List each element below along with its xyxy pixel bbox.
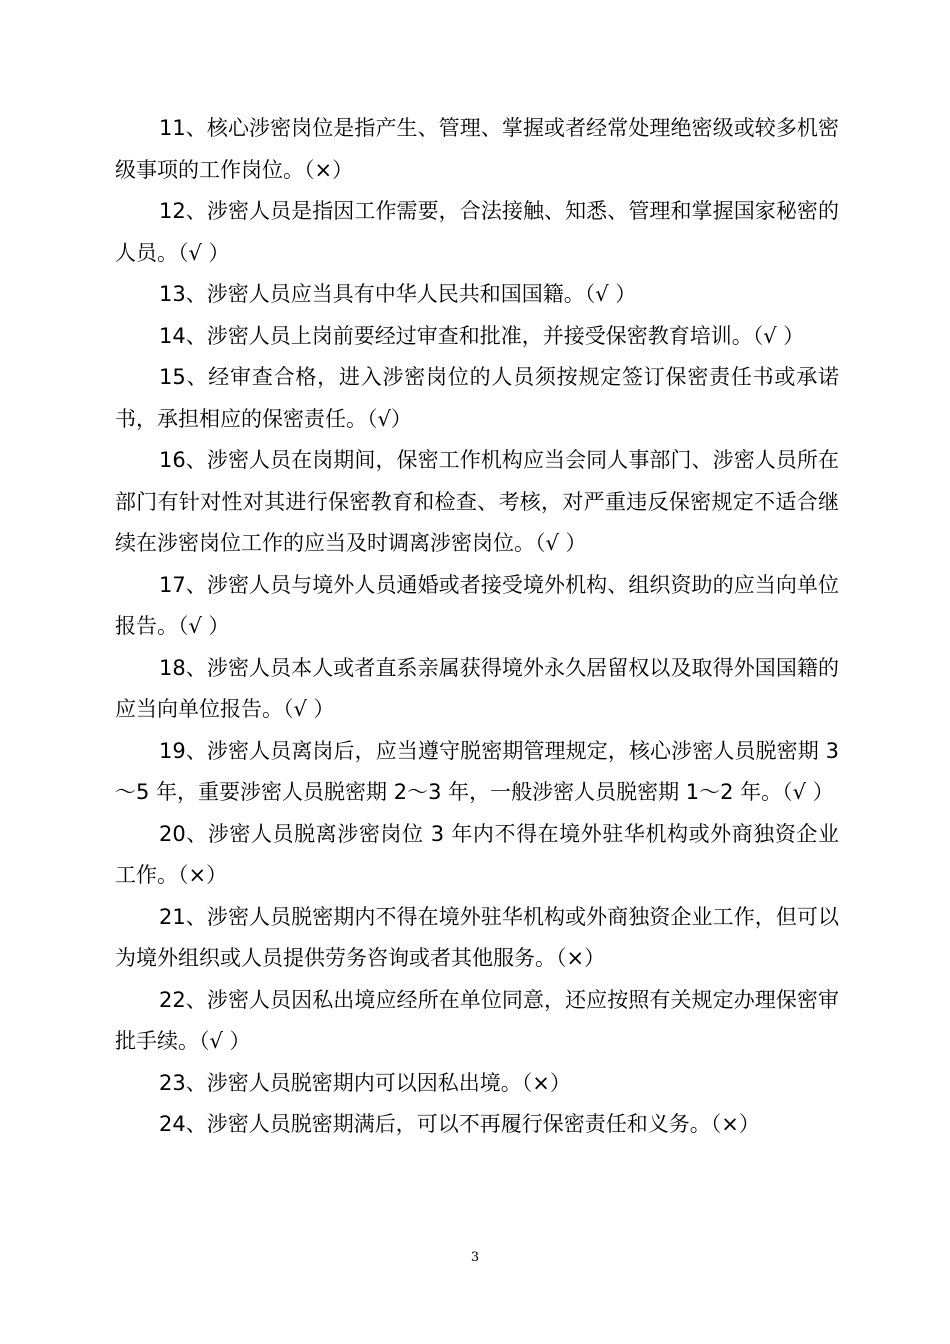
question-item-19: 19、涉密人员离岗后，应当遵守脱密期管理规定，核心涉密人员脱密期 3～5 年，重要涉密人员脱密期 2～3 年，一般涉密人员脱密期 1～2 年。（√ ） [115,738,839,804]
question-item-21: 21、涉密人员脱密期内不得在境外驻华机构或外商独资企业工作，但可以为境外组织或人员提供劳务咨询或者其他服务。（×） [115,904,839,970]
question-item-23: 23、涉密人员脱密期内可以因私出境。（×） [159,1070,571,1095]
question-item-18: 18、涉密人员本人或者直系亲属获得境外永久居留权以及取得外国国籍的应当向单位报告。（√ ） [115,655,839,721]
question-list [115,108,839,1146]
question-item-20: 20、涉密人员脱离涉密岗位 3 年内不得在境外驻华机构或外商独资企业工作。（×） [115,821,839,887]
page-number: 3 [470,1250,480,1265]
question-item-14: 14、涉密人员上岗前要经过审查和批准，并接受保密教育培训。（√ ） [159,323,805,348]
question-item-12: 12、涉密人员是指因工作需要，合法接触、知悉、管理和掌握国家秘密的人员。（√ ） [115,199,839,265]
question-item-15: 15、经审查合格，进入涉密岗位的人员须按规定签订保密责任书或承诺书，承担相应的保密责任。（√） [115,365,839,431]
question-item-16: 16、涉密人员在岗期间，保密工作机构应当会同人事部门、涉密人员所在部门有针对性对其进行保密教育和检查、考核，对严重违反保密规定不适合继续在涉密岗位工作的应当及时调离涉密岗位。（√ ） [115,448,839,555]
question-item-22: 22、涉密人员因私出境应经所在单位同意，还应按照有关规定办理保密审批手续。（√ ） [115,987,839,1053]
question-item-11: 11、核心涉密岗位是指产生、管理、掌握或者经常处理绝密级或较多机密级事项的工作岗位。（×） [115,116,839,182]
question-item-17: 17、涉密人员与境外人员通婚或者接受境外机构、组织资助的应当向单位报告。（√ ） [115,572,839,638]
question-item-24: 24、涉密人员脱密期满后，可以不再履行保密责任和义务。（×） [159,1112,760,1136]
question-item-13: 13、涉密人员应当具有中华人民共和国国籍。（√ ） [159,282,637,306]
